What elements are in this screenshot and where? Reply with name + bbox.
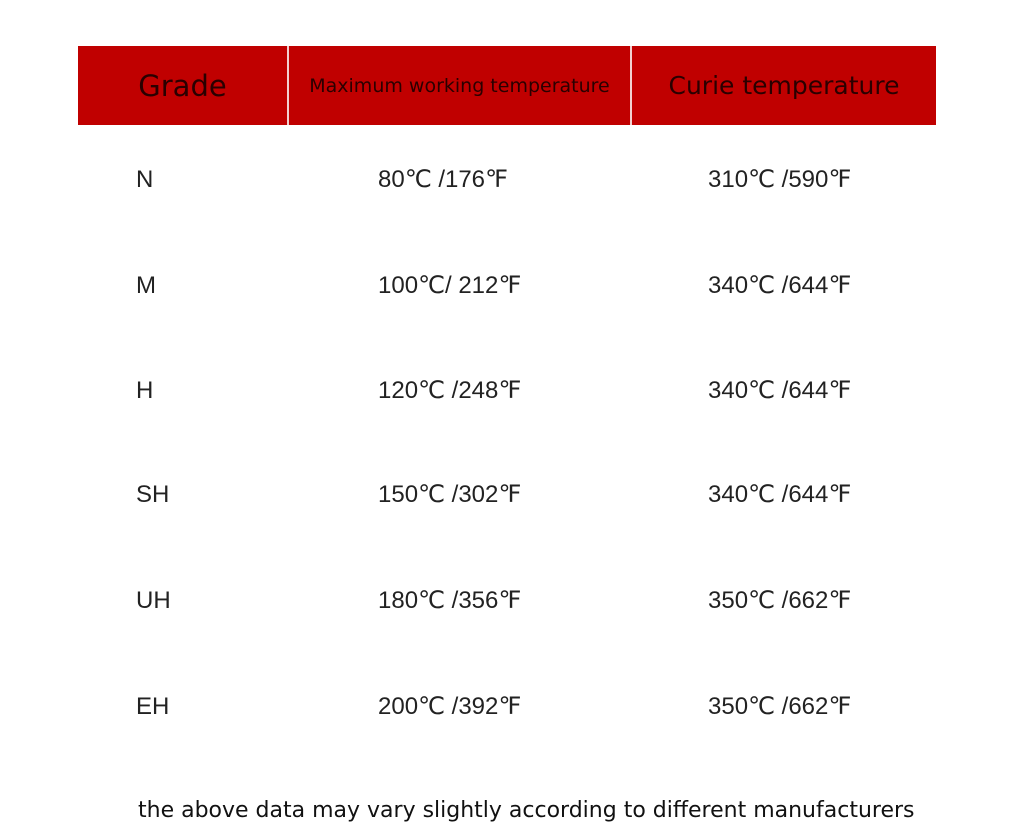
table-row	[78, 160, 936, 200]
header-max-working-temperature: Maximum working temperature	[289, 46, 632, 125]
header-curie-temperature: Curie temperature	[668, 71, 900, 100]
table-row	[78, 581, 936, 621]
curie-temp-cell: 350℃ /662℉	[708, 693, 852, 720]
grade-cell: SH	[136, 481, 170, 508]
table-row	[78, 371, 936, 411]
grade-cell: H	[136, 377, 154, 404]
curie-temp-cell: 310℃ /590℉	[708, 166, 852, 193]
max-temp-cell: 100℃/ 212℉	[378, 272, 522, 299]
grade-cell: UH	[136, 587, 171, 614]
table-row	[78, 266, 936, 306]
max-temp-cell: 150℃ /302℉	[378, 481, 522, 508]
table-row	[78, 475, 936, 515]
curie-temp-cell: 350℃ /662℉	[708, 587, 852, 614]
footer-note: the above data may vary slightly according to different manufacturers	[138, 798, 915, 823]
curie-temp-cell: 340℃ /644℉	[708, 481, 852, 508]
grade-cell: M	[136, 272, 156, 299]
header-grade: Grade	[78, 46, 289, 125]
max-temp-cell: 200℃ /392℉	[378, 693, 522, 720]
table-row	[78, 687, 936, 727]
curie-temp-cell: 340℃ /644℉	[708, 272, 852, 299]
grade-cell: N	[136, 166, 154, 193]
curie-temp-cell: 340℃ /644℉	[708, 377, 852, 404]
max-temp-cell: 80℃ /176℉	[378, 166, 508, 193]
max-temp-cell: 120℃ /248℉	[378, 377, 522, 404]
table-header	[78, 46, 936, 125]
grade-cell: EH	[136, 693, 170, 720]
max-temp-cell: 180℃ /356℉	[378, 587, 522, 614]
